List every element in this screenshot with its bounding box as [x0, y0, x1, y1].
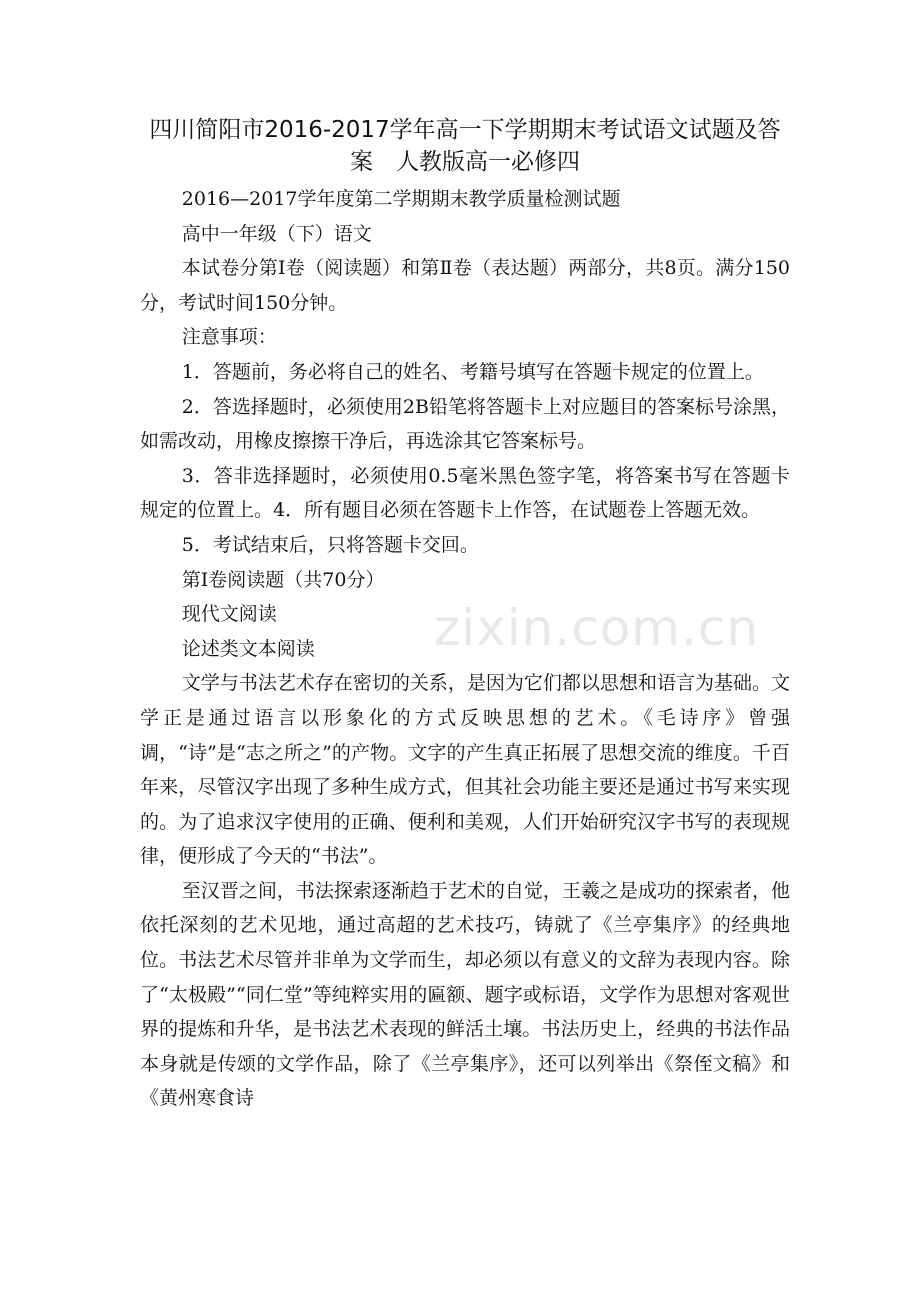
- notice-item-1: 1．答题前，务必将自己的姓名、考籍号填写在答题卡规定的位置上。: [181, 360, 764, 383]
- notice-heading: 注意事项：: [181, 326, 277, 349]
- document-title: 四川简阳市2016-2017学年高一下学期期末考试语文试题及答案 人教版高一必修四: [149, 117, 781, 175]
- notice-item-3-4: 3．答非选择题时，必须使用0.5毫米黑色签字笔，将答案书写在答题卡规定的位置上。4．所有题目必须在答题卡上作答，在试题卷上答题无效。: [140, 464, 790, 522]
- reading-type-heading: 论述类文本阅读: [181, 637, 315, 660]
- notice-item-5: 5．考试结束后，只将答题卡交回。: [181, 533, 479, 556]
- grade-subject: 高中一年级（下）语文: [181, 222, 372, 245]
- watermark: zixin.com.cn: [434, 599, 760, 657]
- section-heading: 第Ⅰ卷阅读题（共70分）: [181, 568, 385, 591]
- exam-overview: 本试卷分第Ⅰ卷（阅读题）和第Ⅱ卷（表达题）两部分，共8页。满分150分，考试时间150分钟。: [140, 257, 790, 314]
- subsection-heading: 现代文阅读: [181, 603, 277, 626]
- essay-paragraph-1: 文学与书法艺术存在密切的关系，是因为它们都以思想和语言为基础。文学正是通过语言以形象化的方式反映思想的艺术。《毛诗序》曾强调，“诗”是“志之所之”的产物。文字的产生真正拓展了思想交流的维度。千百年来，尽管汉字出现了多种生成方式，但其社会功能主要还是通过书写来实现的。为了追求汉字使用的正确、便利和美观，人们开始研究汉字书写的表现规律，便形成了今天的“书法”。: [140, 672, 790, 868]
- notice-item-2: 2．答选择题时，必须使用2B铅笔将答题卡上对应题目的答案标号涂黑，如需改动，用橡皮擦擦干净后，再选涂其它答案标号。: [140, 395, 790, 453]
- document-body: [140, 182, 790, 1116]
- essay-paragraph-2: 至汉晋之间，书法探索逐渐趋于艺术的自觉，王羲之是成功的探索者，他依托深刻的艺术见地，通过高超的艺术技巧，铸就了《兰亭集序》的经典地位。书法艺术尽管并非单为文学而生，却必须以有意义的文辞为表现内容。除了“太极殿”“同仁堂”等纯粹实用的匾额、题字或标语，文学作为思想对客观世界的提炼和升华，是书法艺术表现的鲜活土壤。书法历史上，经典的书法作品本身就是传颂的文学作品，除了《兰亭集序》，还可以列举出《祭侄文稿》和《黄州寒食诗: [140, 879, 790, 1110]
- exam-heading: 2016—2017学年度第二学期期末教学质量检测试题: [181, 188, 621, 210]
